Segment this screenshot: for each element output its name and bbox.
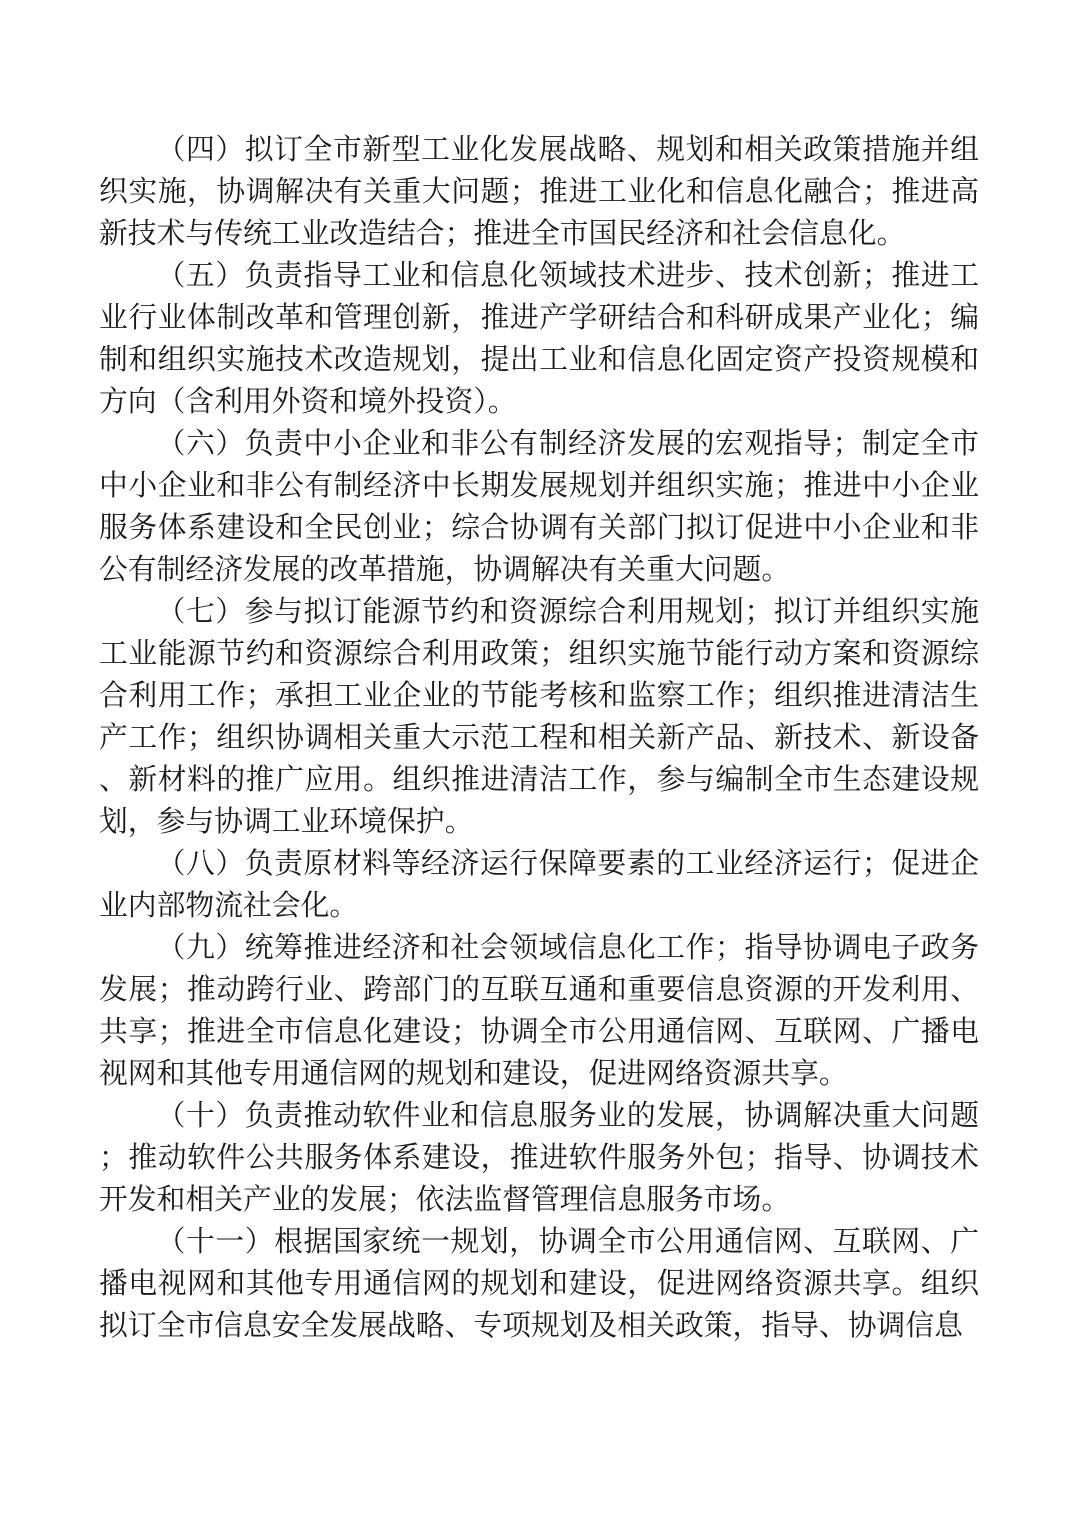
document-page — [99, 128, 979, 1346]
paragraph-4: （四）拟订全市新型工业化发展战略、规划和相关政策措施并组织实施，协调解决有关重大问题；推进工业化和信息化融合；推进高新技术与传统工业改造结合；推进全市国民经济和社会信息化。 — [99, 132, 979, 250]
paragraph-5: （五）负责指导工业和信息化领域技术进步、技术创新；推进工业行业体制改革和管理创新，推进产学研结合和科研成果产业化；编制和组织实施技术改造规划，提出工业和信息化固定资产投资规模和方向（含利用外资和境外投资）。 — [99, 258, 979, 418]
paragraph-7: （七）参与拟订能源节约和资源综合利用规划；拟订并组织实施工业能源节约和资源综合利用政策；组织实施节能行动方案和资源综合利用工作；承担工业企业的节能考核和监察工作；组织推进清洁生产工作；组织协调相关重大示范工程和相关新产品、新技术、新设备、新材料的推广应用。组织推进清洁工作，参与编制全市生态建设规划，参与协调工业环境保护。 — [99, 594, 979, 838]
paragraph-11: （十一）根据国家统一规划，协调全市公用通信网、互联网、广播电视网和其他专用通信网的规划和建设，促进网络资源共享。组织拟订全市信息安全发展战略、专项规划及相关政策，指导、协调信息 — [99, 1224, 979, 1342]
paragraph-6: （六）负责中小企业和非公有制经济发展的宏观指导；制定全市中小企业和非公有制经济中长期发展规划并组织实施；推进中小企业服务体系建设和全民创业；综合协调有关部门拟订促进中小企业和非公有制经济发展的改革措施，协调解决有关重大问题。 — [99, 426, 979, 586]
paragraph-8: （八）负责原材料等经济运行保障要素的工业经济运行；促进企业内部物流社会化。 — [99, 846, 979, 922]
paragraph-9: （九）统筹推进经济和社会领域信息化工作；指导协调电子政务发展；推动跨行业、跨部门的互联互通和重要信息资源的开发利用、共享；推进全市信息化建设；协调全市公用通信网、互联网、广播电视网和其他专用通信网的规划和建设，促进网络资源共享。 — [99, 930, 979, 1090]
paragraph-10: （十）负责推动软件业和信息服务业的发展，协调解决重大问题；推动软件公共服务体系建设，推进软件服务外包；指导、协调技术开发和相关产业的发展；依法监督管理信息服务市场。 — [99, 1098, 979, 1216]
